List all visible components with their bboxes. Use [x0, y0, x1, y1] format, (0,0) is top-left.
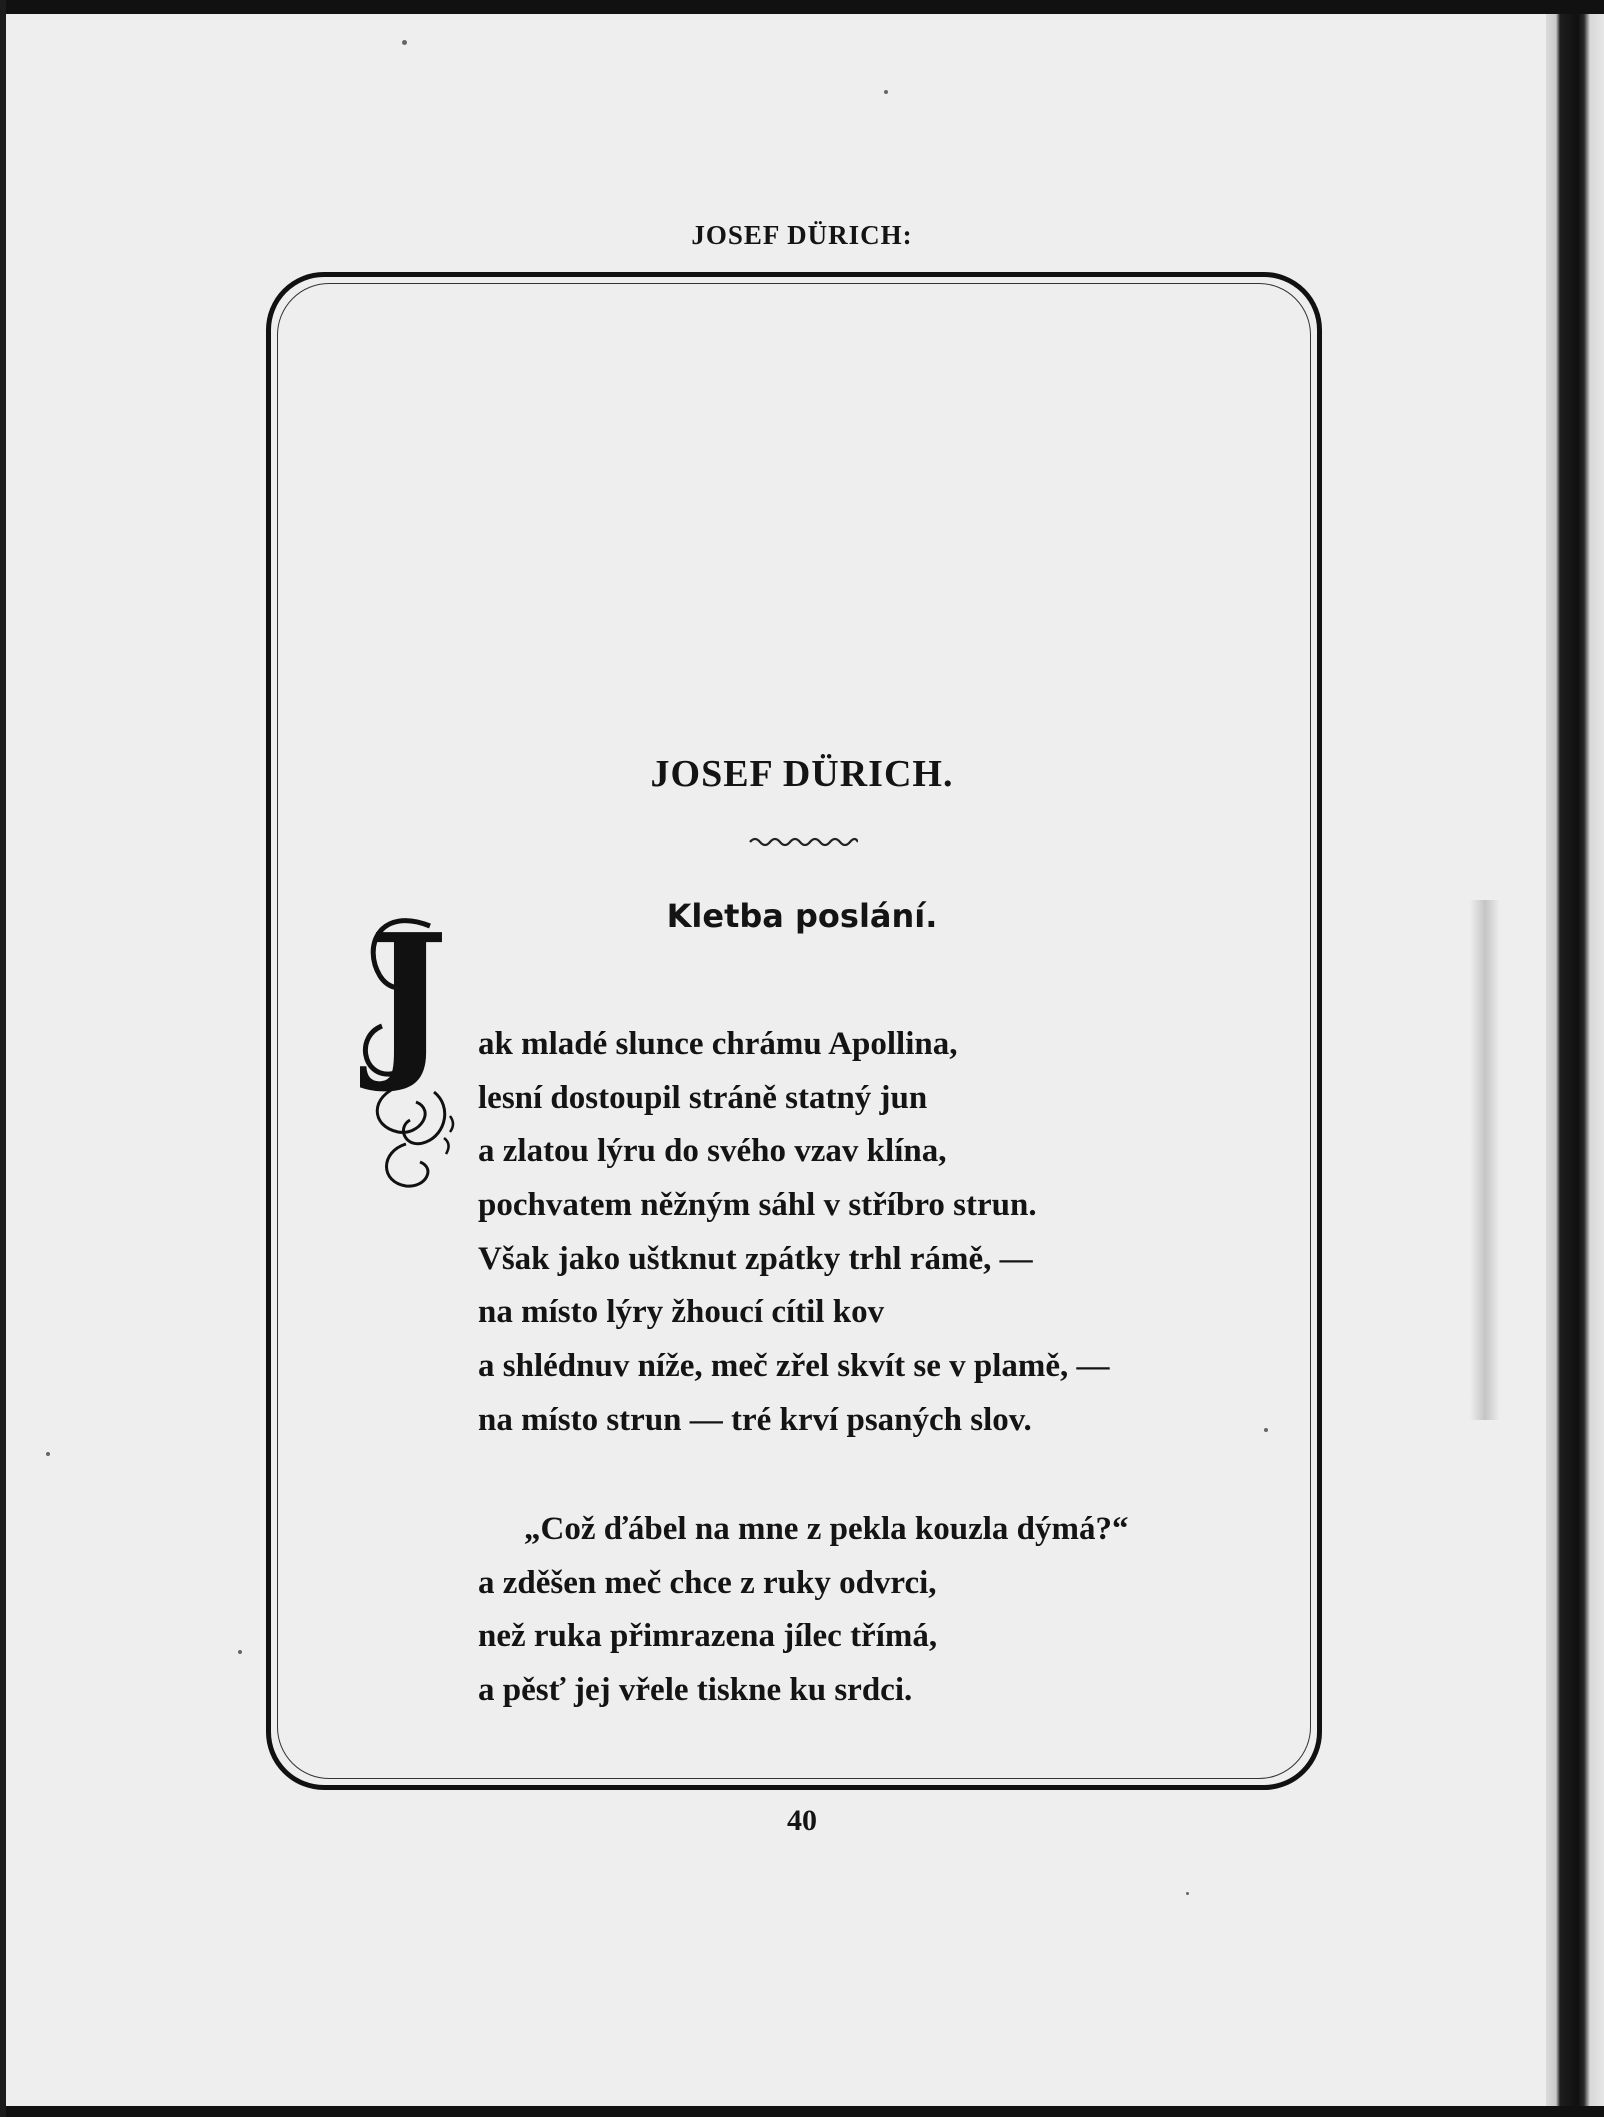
paper-speck — [46, 1452, 50, 1456]
scan-left-edge — [0, 0, 6, 2117]
scan-bottom-edge — [0, 2106, 1604, 2117]
poem-title: Kletba poslání. — [666, 897, 938, 935]
paper-speck — [884, 90, 888, 94]
poem-line: na místo lýry žhoucí cítil kov — [478, 1294, 885, 1331]
scan-top-edge — [0, 0, 1604, 14]
poem-line: a zděšen meč chce z ruky odvrci, — [478, 1564, 937, 1601]
poem-stanza-2 — [478, 1503, 1128, 1718]
gutter-shadow — [1470, 900, 1500, 1420]
poem-line: na místo strun — tré krví psaných slov. — [478, 1401, 1032, 1438]
page-number: 40 — [787, 1804, 817, 1837]
paper-speck — [238, 1650, 242, 1654]
paper-speck — [1186, 1892, 1189, 1895]
book-spine-edge — [1546, 0, 1604, 2117]
running-head: JOSEF DÜRICH: — [691, 220, 913, 250]
paper-speck — [402, 40, 407, 45]
poem-line: pochvatem něžným sáhl v stříbro strun. — [478, 1187, 1037, 1224]
poem-line: a pěsť jej vřele tiskne ku srdci. — [478, 1672, 913, 1709]
poem-line: než ruka přimrazena jílec třímá, — [478, 1618, 938, 1655]
poem-stanza-1 — [478, 1018, 1110, 1448]
poem-line: Však jako uštknut zpátky trhl rámě, — — [478, 1240, 1033, 1277]
poem-line: lesní dostoupil stráně statný jun — [478, 1079, 928, 1116]
poem-line: a zlatou lýru do svého vzav klína, — [478, 1133, 947, 1170]
poem-line: a shlédnuv níže, meč zřel skvít se v plamě, — — [478, 1348, 1110, 1385]
initial-letter: J — [368, 906, 449, 1097]
poem-line: ak mladé slunce chrámu Apollina, — [478, 1026, 958, 1062]
poem-author-heading: JOSEF DÜRICH. — [650, 753, 954, 795]
decorative-initial-letter-j — [360, 906, 470, 1196]
wavy-divider-ornament — [748, 834, 858, 850]
poem-line: „Což ďábel na mne z pekla kouzla dýmá?“ — [524, 1511, 1129, 1547]
